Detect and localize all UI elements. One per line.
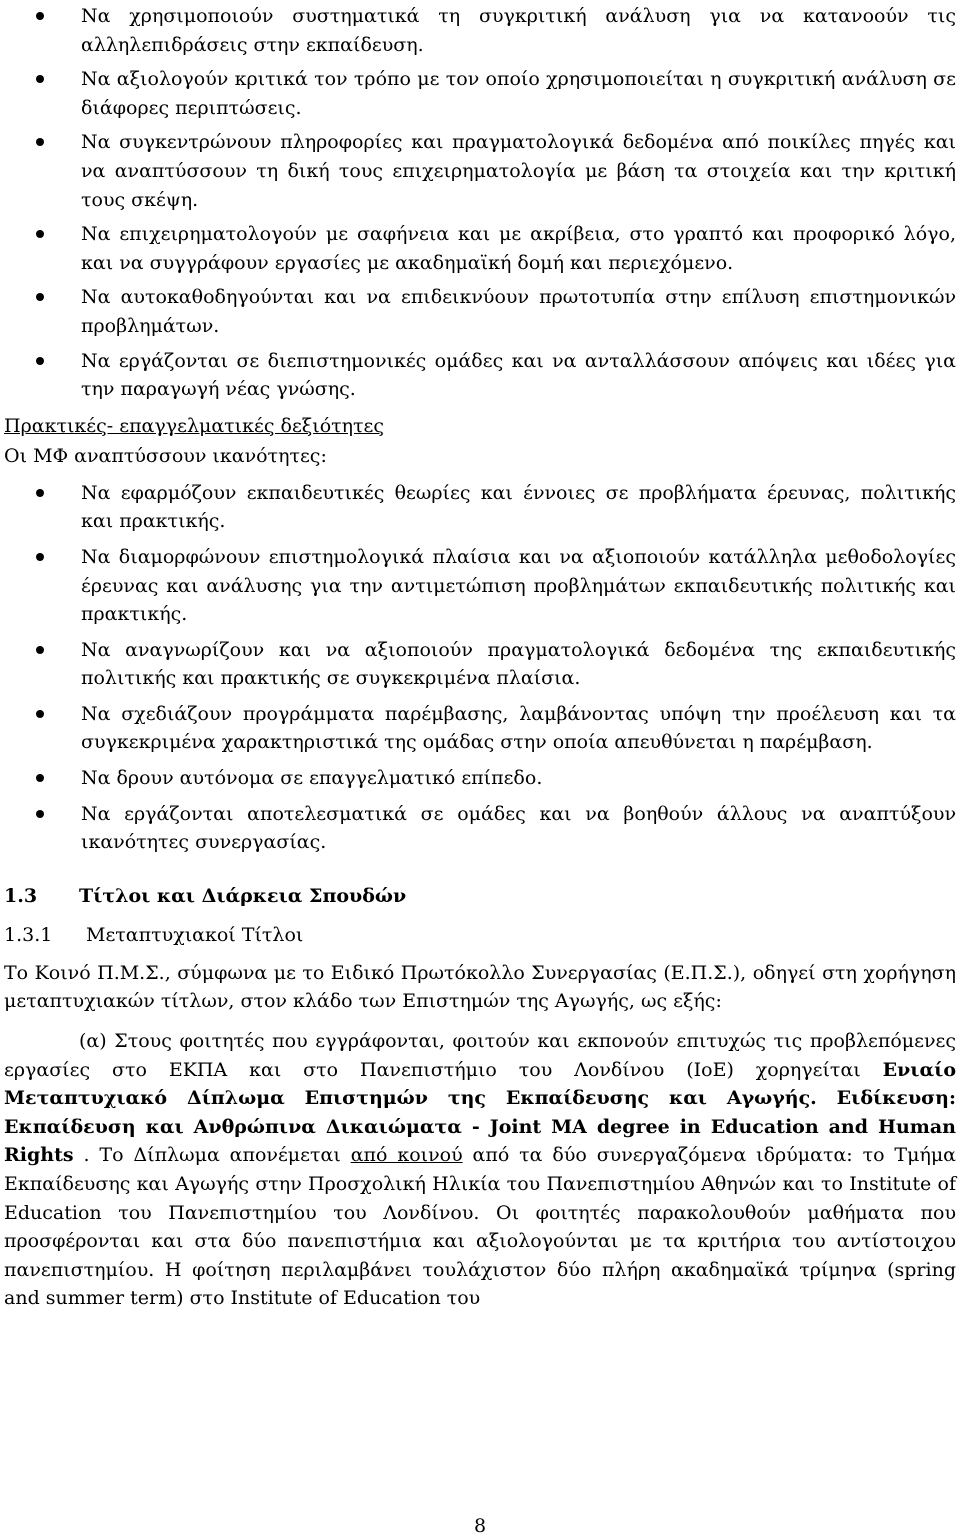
list-item: Να αναγνωρίζουν και να αξιοποιούν πραγματολογικά δεδομένα της εκπαιδευτικής πολιτικής και πρακτικής σε συγκεκριμένα πλαίσια. bbox=[4, 636, 956, 693]
practical-skills-heading: Πρακτικές- επαγγελματικές δεξιότητες bbox=[4, 414, 385, 437]
list-item: Να αυτοκαθοδηγούνται και να επιδεικνύουν πρωτοτυπία στην επίλυση επιστημονικών προβλημάτων. bbox=[4, 283, 956, 340]
list-item: Να συγκεντρώνουν πληροφορίες και πραγματολογικά δεδομένα από ποικίλες πηγές και να αναπτύσσουν τη δική τους επιχειρηματολογία με βάση τα στοιχεία και την κριτική τους σκέψη. bbox=[4, 128, 956, 214]
list-item: Να χρησιμοποιούν συστηματικά τη συγκριτική ανάλυση για να κατανοούν τις αλληλεπιδράσεις στην εκπαίδευση. bbox=[4, 2, 956, 59]
list-item: Να δρουν αυτόνομα σε επαγγελματικό επίπεδο. bbox=[4, 764, 956, 793]
list-item: Να εφαρμόζουν εκπαιδευτικές θεωρίες και έννοιες σε προβλήματα έρευνας, πολιτικής και πρακτικής. bbox=[4, 479, 956, 536]
section-number: 1.3 bbox=[4, 884, 38, 907]
paragraph bbox=[4, 1027, 956, 1313]
learning-outcomes-list bbox=[4, 0, 956, 404]
paragraph: Το Κοινό Π.Μ.Σ., σύμφωνα με το Ειδικό Πρωτόκολλο Συνεργασίας (Ε.Π.Σ.), οδηγεί στη χορήγηση μεταπτυχιακών τίτλων, στον κλάδο των Επιστημών της Αγωγής, ως εξής: bbox=[4, 961, 956, 1013]
list-item: Να σχεδιάζουν προγράμματα παρέμβασης, λαμβάνοντας υπόψη την προέλευση και τα συγκεκριμένα χαρακτηριστικά της ομάδας στην οποία απευθύνεται η παρέμβαση. bbox=[4, 700, 956, 757]
list-item: Να αξιολογούν κριτικά τον τρόπο με τον οποίο χρησιμοποιείται η συγκριτική ανάλυση σε διάφορες περιπτώσεις. bbox=[4, 65, 956, 122]
list-item: Να εργάζονται σε διεπιστημονικές ομάδες και να ανταλλάσσουν απόψεις και ιδέες για την παραγωγή νέας γνώσης. bbox=[4, 347, 956, 404]
practical-skills-intro: Οι ΜΦ αναπτύσσουν ικανότητες: bbox=[4, 444, 327, 467]
page-number: 8 bbox=[473, 1515, 487, 1537]
section-heading bbox=[4, 881, 956, 911]
paragraph-text: από τα δύο συνεργαζόμενα ιδρύματα: το Τμήμα Εκπαίδευσης και Αγωγής στην Προσχολική Ηλικία του Πανεπιστημίου Αθηνών και το Institute of Education του Πανεπιστημίου του Λονδίνου. Οι φοιτητές παρακολουθούν μαθήματα που προσφέρονται και στα δύο πανεπιστήμια και αξιολογούνται με τα κριτήρια του αντίστοιχου πανεπιστημίου. Η φοίτηση περιλαμβάνει τουλάχιστον δύο πλήρη ακαδημαϊκά τρίμηνα (spring and summer term) στο Institute of Education του bbox=[4, 1144, 957, 1310]
practical-skills-list bbox=[4, 479, 956, 857]
section-title: Τίτλοι και Διάρκεια Σπουδών bbox=[79, 884, 407, 907]
paragraph-text: . Το Δίπλωμα απονέμεται bbox=[73, 1144, 351, 1167]
list-item: Να εργάζονται αποτελεσματικά σε ομάδες και να βοηθούν άλλους να αναπτύξουν ικανότητες συνεργασίας. bbox=[4, 800, 956, 857]
underlined-text: από κοινού bbox=[350, 1144, 463, 1167]
list-item: Να επιχειρηματολογούν με σαφήνεια και με ακρίβεια, στο γραπτό και προφορικό λόγο, και να συγγράφουν εργασίες με ακαδημαϊκή δομή και περιεχόμενο. bbox=[4, 220, 956, 277]
list-item: Να διαμορφώνουν επιστημολογικά πλαίσια και να αξιοποιούν κατάλληλα μεθοδολογίες έρευνας και ανάλυσης για την αντιμετώπιση προβλημάτων εκπαιδευτικής πολιτικής και πρακτικής. bbox=[4, 543, 956, 629]
subsection-heading bbox=[4, 920, 956, 950]
paragraph-text: (α) Στους φοιτητές που εγγράφονται, φοιτούν και εκπονούν επιτυχώς τις προβλεπόμενες εργασίες στο ΕΚΠΑ και στο Πανεπιστήμιο του Λονδίνου (IoE) χορηγείται bbox=[4, 1030, 956, 1081]
subsection-number: 1.3.1 bbox=[4, 923, 53, 946]
degree-title: Ενιαίο Μεταπτυχιακό Δίπλωμα Επιστημών της Εκπαίδευσης και Αγωγής. Ειδίκευση: Εκπαίδευση και Ανθρώπινα Δικαιώματα - Joint MA degree in Education and Human Rights bbox=[4, 1058, 956, 1167]
subsection-title: Μεταπτυχιακοί Τίτλοι bbox=[86, 923, 304, 946]
